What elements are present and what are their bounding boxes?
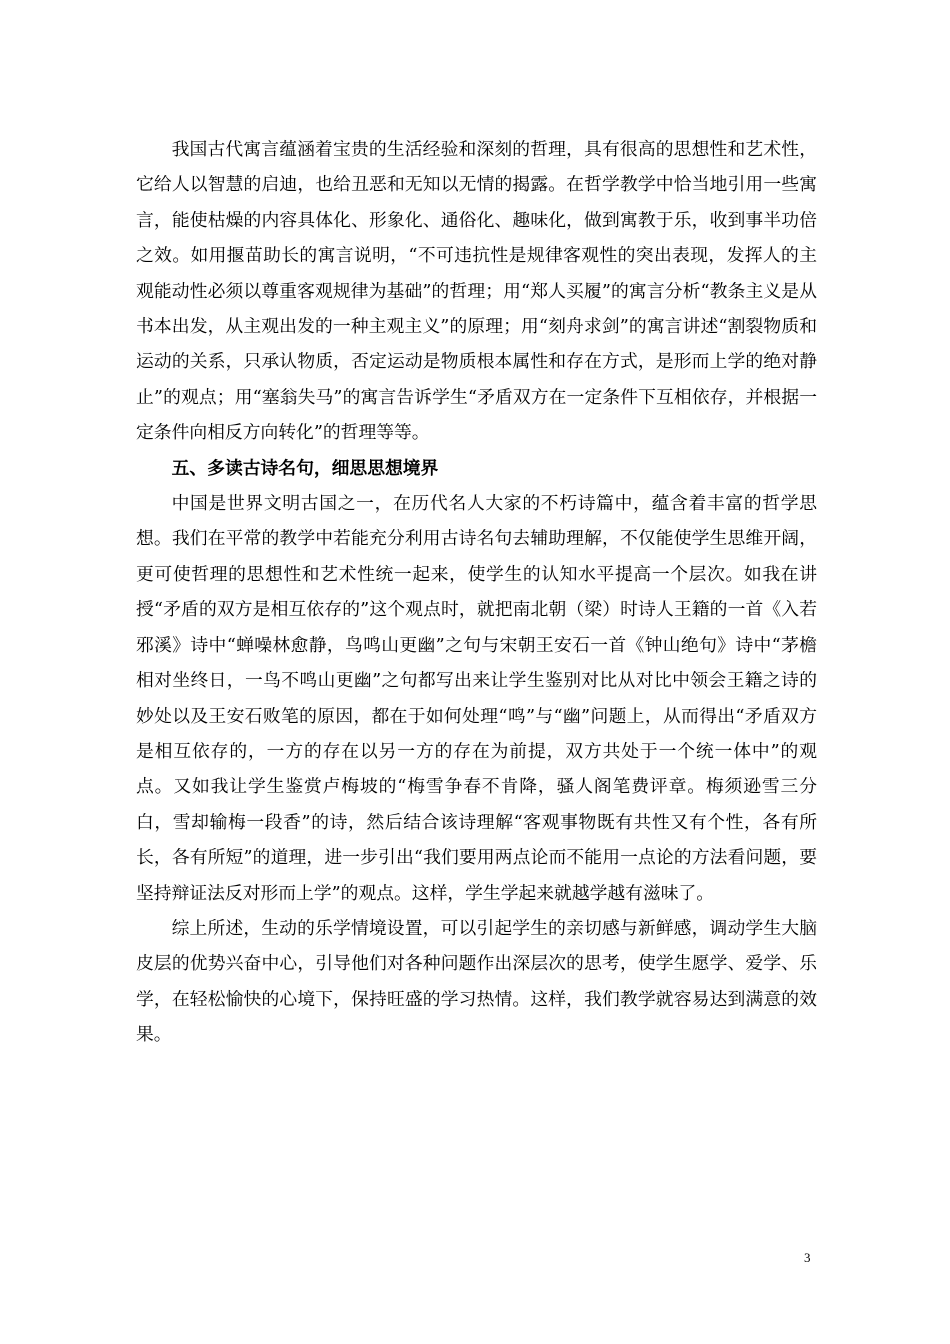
section-heading: 五、多读古诗名句，细思思想境界 [171,457,439,479]
paragraph-poems: 中国是世界文明古国之一，在历代名人大家的不朽诗篇中，蕴含着丰富的哲学思想。我们在平常的教学中若能充分利用古诗名句去辅助理解，不仅能使学生思维开阔，更可使哲理的思想性和艺术性统一起来，使学生的认知水平提高一个层次。如我在讲授“矛盾的双方是相互依存的”这个观点时，就把南北朝（梁）时诗人王籍的一首《入若邪溪》诗中“蝉噪林愈静，鸟鸣山更幽”之句与宋朝王安石一首《钟山绝句》诗中“茅檐相对坐终日，一鸟不鸣山更幽”之句都写出来让学生鉴别对比从对比中领会王籍之诗的妙处以及王安石败笔的原因，都在于如何处理“鸣”与“幽”问题上，从而得出“矛盾双方是相互依存的，一方的存在以另一方的存在为前提，双方共处于一个统一体中”的观点。又如我让学生鉴赏卢梅坡的“梅雪争春不肯降，骚人阁笔费评章。梅须逊雪三分白，雪却输梅一段香”的诗，然后结合该诗理解“客观事物既有共性又有个性，各有所长，各有所短”的道理，进一步引出“我们要用两点论而不能用一点论的方法看问题，要坚持辩证法反对形而上学”的观点。这样，学生学起来就越学越有滋味了。 [136,493,817,904]
page-number: 3 [804,1250,811,1265]
body-text [136,132,817,1053]
paragraph-conclusion: 综上所述，生动的乐学情境设置，可以引起学生的亲切感与新鲜感，调动学生大脑皮层的优势兴奋中心，引导他们对各种问题作出深层次的思考，使学生愿学、爱学、乐学，在轻松愉快的心境下，保持旺盛的学习热情。这样，我们教学就容易达到满意的效果。 [136,917,817,1046]
paragraph-fables: 我国古代寓言蕴涵着宝贵的生活经验和深刻的哲理，具有很高的思想性和艺术性，它给人以智慧的启迪，也给丑恶和无知以无情的揭露。在哲学教学中恰当地引用一些寓言，能使枯燥的内容具体化、形象化、通俗化、趣味化，做到寓教于乐，收到事半功倍之效。如用揠苗助长的寓言说明，“不可违抗性是规律客观性的突出表现，发挥人的主观能动性必须以尊重客观规律为基础”的哲理；用“郑人买履”的寓言分析“教条主义是从书本出发，从主观出发的一种主观主义”的原理；用“刻舟求剑”的寓言讲述“割裂物质和运动的关系，只承认物质，否定运动是物质根本属性和存在方式，是形而上学的绝对静止”的观点；用“塞翁失马”的寓言告诉学生“矛盾双方在一定条件下互相依存，并根据一定条件向相反方向转化”的哲理等等。 [136,139,817,444]
